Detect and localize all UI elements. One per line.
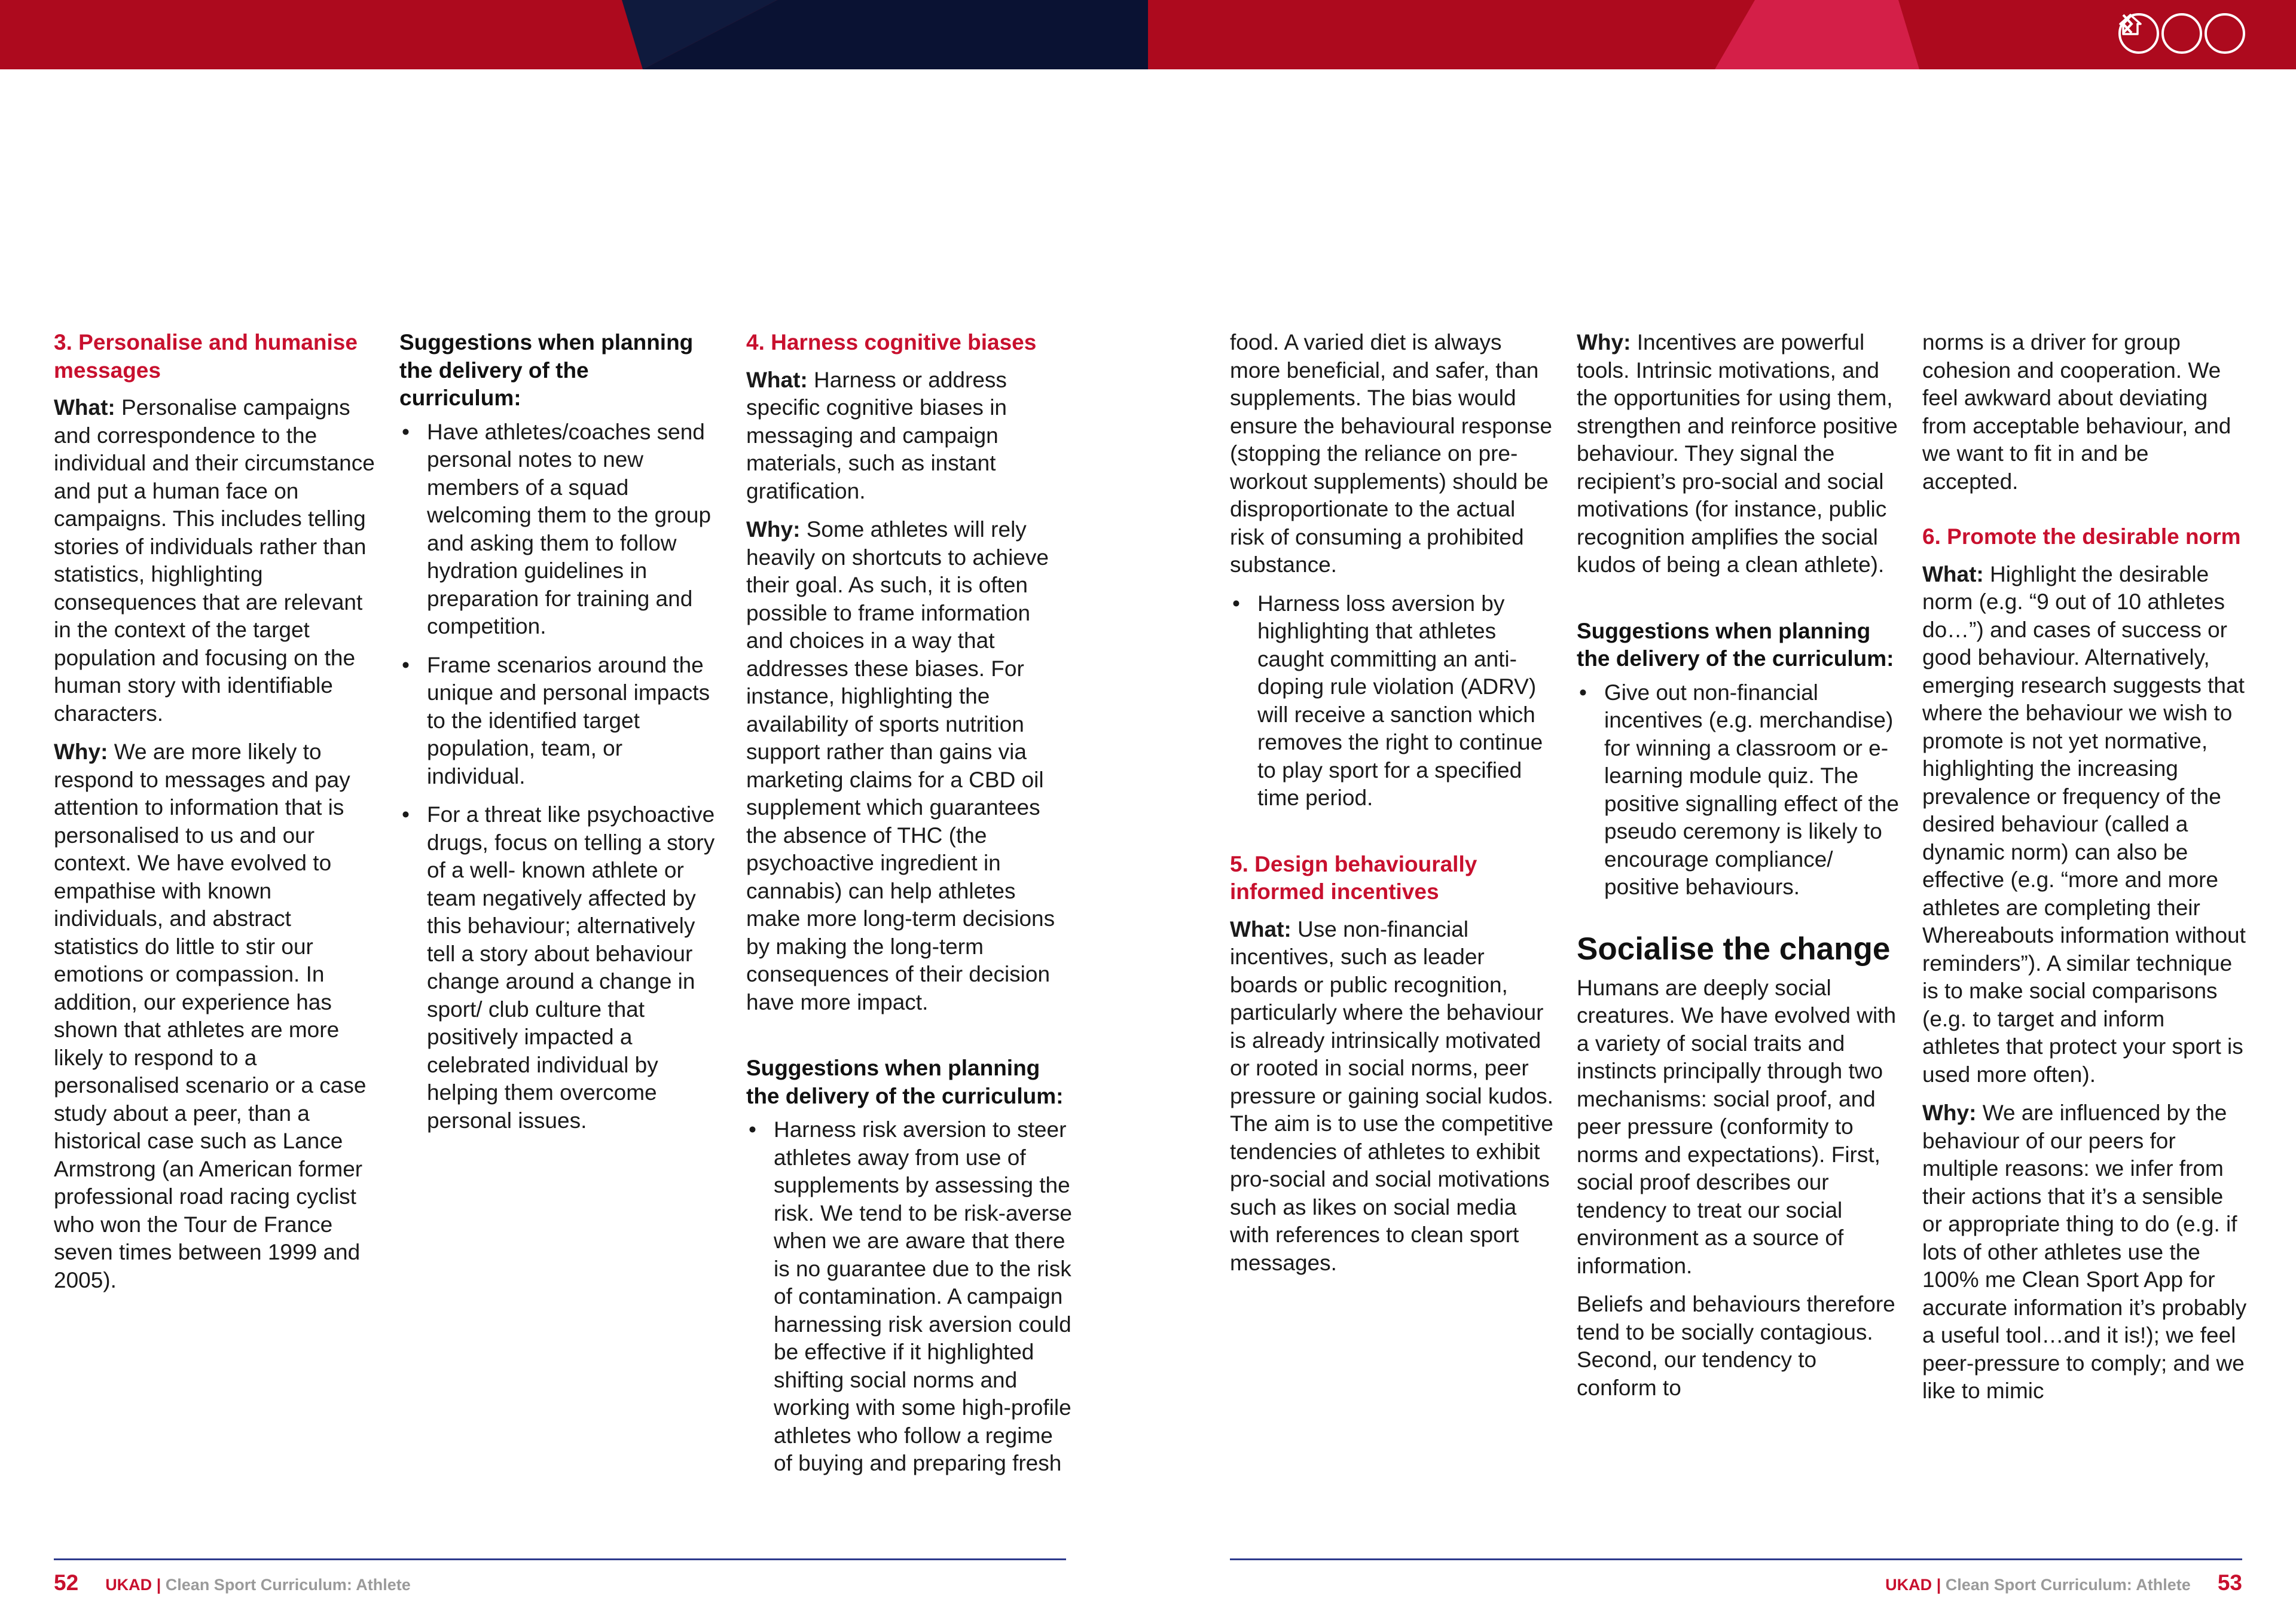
top-banner <box>0 0 2296 69</box>
what-label: What: <box>54 395 115 420</box>
page-number-left: 52 <box>54 1570 79 1595</box>
footer-title: Clean Sport Curriculum: Athlete <box>165 1576 411 1594</box>
section-3-why <box>54 738 380 1294</box>
footer-rule-right <box>1230 1558 2242 1560</box>
footer-title: Clean Sport Curriculum: Athlete <box>1945 1576 2191 1594</box>
footer-left <box>54 1571 411 1597</box>
continued-text: norms is a driver for group cohesion and cooperation. We feel awkward about deviating from acceptable behaviour, and we want to fit in and be accepted. <box>1922 330 2231 494</box>
what-label: What: <box>746 367 808 392</box>
list-item: • Harness loss aversion by highlighting that athletes caught committing an anti-doping rule violation (ADRV) will receive a sanction which removes the right to continue to play sport for a specified time period. <box>1230 590 1556 812</box>
suggestions-list <box>1230 590 1556 812</box>
list-item: • Harness risk aversion to steer athletes away from use of supplements by assessing the risk. We tend to be risk-averse when we are aware that there is no guarantee due to the risk of contamination. A campaign harnessing risk aversion could be effective if it highlighted shifting social norms and working with some high-profile athletes who follow a regime of buying and preparing fresh <box>746 1116 1072 1478</box>
footer-org: UKAD <box>105 1576 152 1594</box>
why-text: Incentives are powerful tools. Intrinsic motivations, and the opportunities for using them, strengthen and reinforce positive behaviour. They signal the recipient’s pro-social and social motivations (for instance, public recognition amplifies the social kudos of being a clean athlete). <box>1577 330 1898 577</box>
page-navigation <box>2118 13 2245 54</box>
chevron-right-icon <box>2118 13 2136 35</box>
what-text: Use non-financial incentives, such as leader boards or public recognition, particularly where the behaviour is already intrinsically motivated or rooted in social norms, peer pressure or gaining social kudos. The aim is to use the competitive tendencies of athletes to exhibit pro-social and social motivations such as likes on social media with references to clean sport messages. <box>1230 916 1553 1275</box>
footer-right <box>1885 1571 2242 1597</box>
paragraph: Humans are deeply social creatures. We have evolved with a variety of social traits and instincts principally through two mechanisms: social proof, and peer pressure (conformity to norms and expectations). First, social proof describes our tendency to treat our social environment as a source of information. <box>1577 975 1897 1278</box>
footer-rule-left <box>54 1558 1066 1560</box>
list-item: • Give out non-financial incentives (e.g. merchandise) for winning a classroom or e-learning module quiz. The positive signalling effect of the pseudo ceremony is likely to encourage compliance/ positive behaviours. <box>1577 679 1903 901</box>
section-6-what <box>1922 561 2248 1089</box>
column-4 <box>1230 329 1556 1288</box>
suggestions-heading: Suggestions when planning the delivery of the curriculum: <box>746 1056 1064 1108</box>
column-2 <box>399 329 716 1145</box>
why-text: We are influenced by the behaviour of our peers for multiple reasons: we infer from their actions that it’s a sensible or appropriate thing to do (e.g. if lots of other athletes use the 100% me Clean Sport App for accurate information it’s probably a useful tool…and it is!); we feel peer-pressure to comply; and we like to mimic <box>1922 1101 2247 1403</box>
socialise-heading: Socialise the change <box>1577 931 1891 967</box>
list-item: • Have athletes/coaches send personal notes to new members of a squad welcoming them to the group and asking them to follow hydration guidelines in preparation for training and competition. <box>399 418 716 641</box>
why-label: Why: <box>1577 330 1631 354</box>
next-page-button[interactable] <box>2205 13 2245 54</box>
section-4-why <box>746 516 1072 1016</box>
column-3 <box>746 329 1072 1488</box>
what-text: Personalise campaigns and correspondence to the individual and their circumstance and put a human face on campaigns. This includes telling stories of individuals rather than statistics, highlighting consequences that are relevant in the context of the target population and focusing on the human story with identifiable characters. <box>54 395 375 726</box>
why-text: Some athletes will rely heavily on shortcuts to achieve their goal. As such, it is often possible to frame information and choices in a way that addresses these biases. For instance, highlighting the availability of sports nutrition support rather than gains via marketing claims for a CBD oil supplement which guarantees the absence of THC (the psychoactive ingredient in cannabis) can help athletes make more long-term decisions by making the long-term consequences of their decision have more impact. <box>746 517 1055 1014</box>
footer-org: UKAD <box>1885 1576 1932 1594</box>
what-label: What: <box>1922 561 1984 586</box>
section-4-heading: 4. Harness cognitive biases <box>746 330 1037 354</box>
paragraph: Beliefs and behaviours therefore tend to be socially contagious. Second, our tendency to conform to <box>1577 1292 1895 1400</box>
continued-text: food. A varied diet is always more beneficial, and safer, than supplements. The bias would ensure the behavioural response (stopping the reliance on pre-workout supplements) should be disproportionate to the actual risk of consuming a prohibited substance. <box>1230 330 1552 577</box>
section-6-heading: 6. Promote the desirable norm <box>1922 524 2241 549</box>
home-button[interactable] <box>2161 13 2202 54</box>
list-item: • For a threat like psychoactive drugs, focus on telling a story of a well- known athlete or team negatively affected by this behaviour; alternatively tell a story about behaviour change around a change in sport/ club culture that positively impacted a celebrated individual by helping them overcome personal issues. <box>399 801 716 1135</box>
column-6 <box>1922 329 2248 1416</box>
suggestions-list <box>399 418 716 1135</box>
column-5 <box>1577 329 1903 1413</box>
why-label: Why: <box>746 517 801 542</box>
why-label: Why: <box>1922 1101 1977 1125</box>
section-5-what <box>1230 916 1556 1277</box>
what-label: What: <box>1230 916 1292 942</box>
why-label: Why: <box>54 739 108 764</box>
section-3-what <box>54 394 380 728</box>
section-3-heading: 3. Personalise and humanise messages <box>54 330 358 383</box>
footer-separator: | <box>1936 1576 1941 1594</box>
suggestions-heading: Suggestions when planning the delivery of the curriculum: <box>399 330 694 410</box>
column-1 <box>54 329 380 1305</box>
banner-graphic <box>0 0 2296 69</box>
what-text: Harness or address specific cognitive biases in messaging and campaign materials, such as instant gratification. <box>746 367 1007 503</box>
section-5-heading: 5. Design behaviourally informed incentives <box>1230 851 1477 904</box>
suggestions-heading: Suggestions when planning the delivery of the curriculum: <box>1577 618 1894 671</box>
suggestions-list <box>746 1116 1072 1478</box>
page-number-right: 53 <box>2217 1570 2242 1595</box>
footer-separator: | <box>156 1576 161 1594</box>
list-item: • Frame scenarios around the unique and personal impacts to the identified target population, team, or individual. <box>399 652 716 791</box>
what-text: Highlight the desirable norm (e.g. “9 out of 10 athletes do…”) and cases of success or good behaviour. Alternatively, emerging research suggests that where the behaviour we wish to promote is not yet normative, highlighting the increasing prevalence or frequency of the desired behaviour (called a dynamic norm) can also be effective (e.g. “more and more athletes are completing their Whereabouts information without reminders”). A similar technique is to make social comparisons (e.g. to target and inform athletes that protect your sport is used more often). <box>1922 561 2246 1087</box>
section-5-why <box>1577 329 1903 579</box>
suggestions-list <box>1577 679 1903 901</box>
section-4-what <box>746 366 1072 506</box>
section-6-why <box>1922 1099 2248 1405</box>
why-text: We are more likely to respond to messages and pay attention to information that is personalised to us and our context. We have evolved to empathise with known individuals, and abstract statistics do little to stir our emotions or compassion. In addition, our experience has shown that athletes are more likely to respond to a personalised scenario or a case study about a peer, than a historical case such as Lance Armstrong (an American former professional road racing cyclist who won the Tour de France seven times between 1999 and 2005). <box>54 739 367 1292</box>
